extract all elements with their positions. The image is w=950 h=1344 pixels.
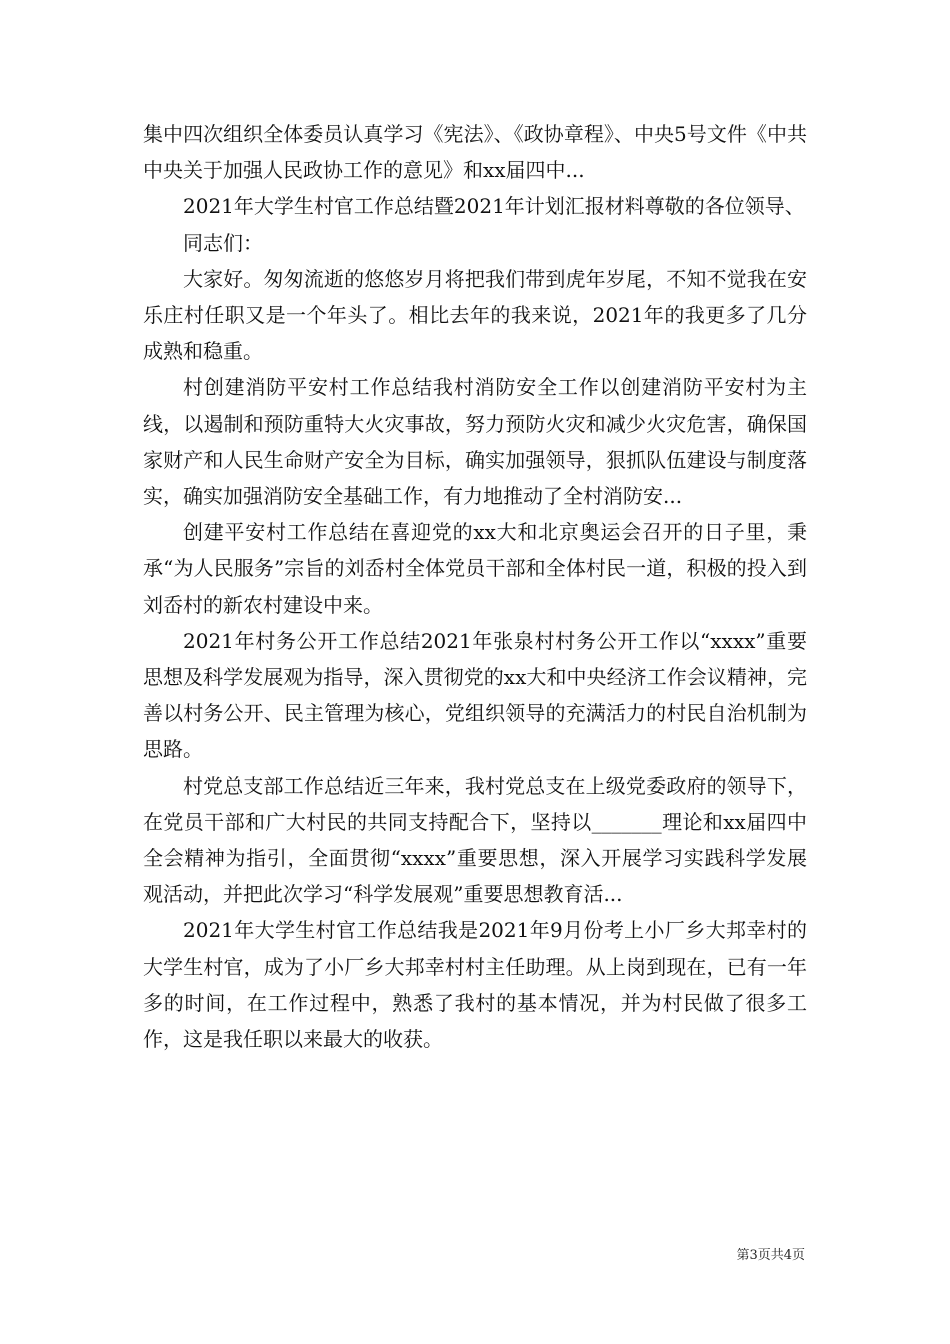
page-number: 第3页共4页 (736, 1248, 805, 1263)
paragraph-continuation: 集中四次组织全体委员认真学习《宪法》、《政协章程》、中央5号文件《中共中央关于加强人民政协工作的意见》和xx届四中... (143, 122, 807, 183)
paragraph-party-branch: 村党总支部工作总结近三年来，我村党总支在上级党委政府的领导下，在党员干部和广大村民的共同支持配合下，坚持以_______理论和xx届四中全会精神为指引，全面贯彻“xxxx”重要思想，深入开展学习实践科学发展观活动，并把此次学习“科学发展观”重要思想教育活... (143, 773, 807, 907)
paragraph-village-official: 2021年大学生村官工作总结我是2021年9月份考上小厂乡大邦幸村的大学生村官，成为了小厂乡大邦幸村村主任助理。从上岗到现在，已有一年多的时间，在工作过程中，熟悉了我村的基本情况，并为村民做了很多工作，这是我任职以来最大的收获。 (143, 918, 807, 1052)
paragraph-greeting: 大家好。匆匆流逝的悠悠岁月将把我们带到虎年岁尾，不知不觉我在安乐庄村任职又是一个年头了。相比去年的我来说，2021年的我更多了几分成熟和稳重。 (143, 266, 807, 364)
paragraph-village-affairs: 2021年村务公开工作总结2021年张泉村村务公开工作以“xxxx”重要思想及科学发展观为指导，深入贯彻党的xx大和中央经济工作会议精神，完善以村务公开、民主管理为核心，党组织领导的充满活力的村民自治机制为思路。 (143, 628, 807, 762)
paragraph-fire-safety: 村创建消防平安村工作总结我村消防安全工作以创建消防平安村为主线，以遏制和预防重特大火灾事故，努力预防火灾和减少火灾危害，确保国家财产和人民生命财产安全为目标，确实加强领导，狠抓队伍建设与制度落实，确实加强消防安全基础工作，有力地推动了全村消防安... (143, 375, 807, 509)
paragraph-report-title: 2021年大学生村官工作总结暨2021年计划汇报材料尊敬的各位领导、 (183, 194, 805, 219)
page-footer (0, 1244, 950, 1263)
document-body (143, 116, 807, 1057)
paragraph-safe-village: 创建平安村工作总结在喜迎党的xx大和北京奥运会召开的日子里，秉承“为人民服务”宗旨的刘岙村全体党员干部和全体村民一道，积极的投入到刘岙村的新农村建设中来。 (143, 520, 807, 617)
paragraph-salutation: 同志们： (183, 230, 263, 255)
